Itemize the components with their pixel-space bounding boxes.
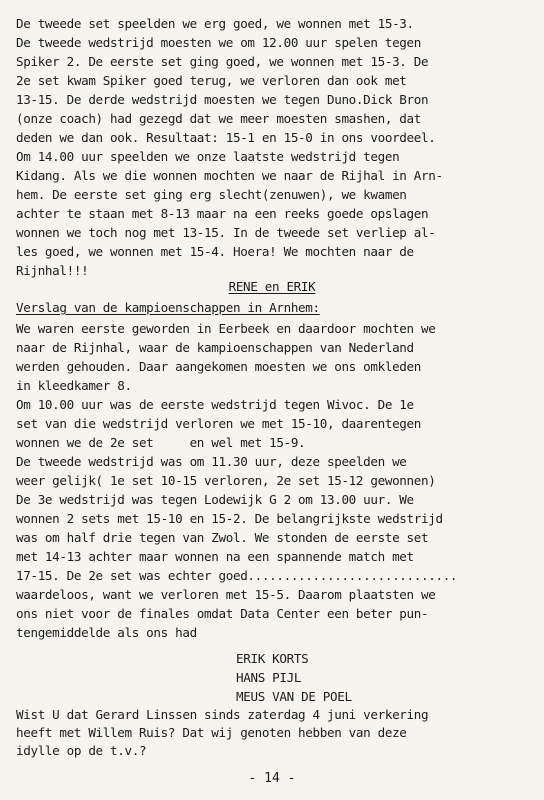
report2-line-17: tengemiddelde als ons had <box>16 625 197 640</box>
report1-line-3: Spiker 2. De eerste set ging goed, we wonnen met 15-3. De <box>16 54 429 69</box>
note-line-1: Wist U dat Gerard Linssen sinds zaterdag 4 juni verkering <box>16 707 429 722</box>
signature-1: ERIK KORTS <box>236 651 309 666</box>
report1-line-9: Kidang. Als we die wonnen mochten we naar de Rijhal in Arn- <box>16 168 443 183</box>
report2-line-8: De tweede wedstrijd was om 11.30 uur, deze speelden we <box>16 454 407 469</box>
report2-line-7: wonnen we de 2e set en wel met 15-9. <box>16 435 306 450</box>
report2-heading: Verslag van de kampioenschappen in Arnhem: <box>16 300 320 315</box>
report2-line-2: naar de Rijnhal, waar de kampioenschappen van Nederland <box>16 340 414 355</box>
report2-line-9: weer gelijk( 1e set 10-15 verloren, 2e set 15-12 gewonnen) <box>16 473 436 488</box>
report1-line-12: wonnen we toch nog met 13-15. In de tweede set verliep al- <box>16 225 436 240</box>
report2-line-10: De 3e wedstrijd was tegen Lodewijk G 2 om 13.00 uur. We <box>16 492 414 507</box>
report1-line-4: 2e set kwam Spiker goed terug, we verloren dan ook met <box>16 73 407 88</box>
report1-line-5: 13-15. De derde wedstrijd moesten we tegen Duno.Dick Bron <box>16 92 429 107</box>
report2-line-1: We waren eerste geworden in Eerbeek en daardoor mochten we <box>16 321 436 336</box>
report1-line-1: De tweede set speelden we erg goed, we wonnen met 15-3. <box>16 16 414 31</box>
report1-line-2: De tweede wedstrijd moesten we om 12.00 uur spelen tegen <box>16 35 421 50</box>
report2-line-14: 17-15. De 2e set was echter goed............................. <box>16 568 458 583</box>
report2-line-13: met 14-13 achter maar wonnen na een spannende match met <box>16 549 414 564</box>
note-line-3: idylle op de t.v.? <box>16 743 147 758</box>
report1-line-6: (onze coach) had gezegd dat we meer moesten smashen, dat <box>16 111 421 126</box>
report2-line-11: wonnen 2 sets met 15-10 en 15-2. De belangrijkste wedstrijd <box>16 511 443 526</box>
report2-line-5: Om 10.00 uur was de eerste wedstrijd tegen Wivoc. De 1e <box>16 397 414 412</box>
report1-line-11: achter te staan met 8-13 maar na een reeks goede opslagen <box>16 206 429 221</box>
report2-line-3: werden gehouden. Daar aangekomen moesten we ons omkleden <box>16 359 421 374</box>
page-number: - 14 - <box>248 771 296 786</box>
report2-line-16: ons niet voor de finales omdat Data Center een beter pun- <box>16 606 429 621</box>
signature-3: MEUS VAN DE POEL <box>236 689 352 704</box>
report1-authors: RENE en ERIK <box>228 279 316 294</box>
signature-2: HANS PIJL <box>236 670 302 685</box>
report1-line-10: hem. De eerste set ging erg slecht(zenuwen), we kwamen <box>16 187 407 202</box>
report2-line-4: in kleedkamer 8. <box>16 378 132 393</box>
report1-line-7: deden we dan ook. Resultaat: 15-1 en 15-0 in ons voordeel. <box>16 130 436 145</box>
report1-line-13: les goed, we wonnen met 15-4. Hoera! We mochten naar de <box>16 244 414 259</box>
note-line-2: heeft met Willem Ruis? Dat wij genoten hebben van deze <box>16 725 407 740</box>
report2-line-12: was om half drie tegen van Zwol. We stonden de eerste set <box>16 530 429 545</box>
report1-line-14: Rijnhal!!! <box>16 263 89 278</box>
report2-line-15: waardeloos, want we verloren met 15-5. Daarom plaatsten we <box>16 587 436 602</box>
report2-line-6: set van die wedstrijd verloren we met 15-10, daarentegen <box>16 416 421 431</box>
report1-line-8: Om 14.00 uur speelden we onze laatste wedstrijd tegen <box>16 149 400 164</box>
